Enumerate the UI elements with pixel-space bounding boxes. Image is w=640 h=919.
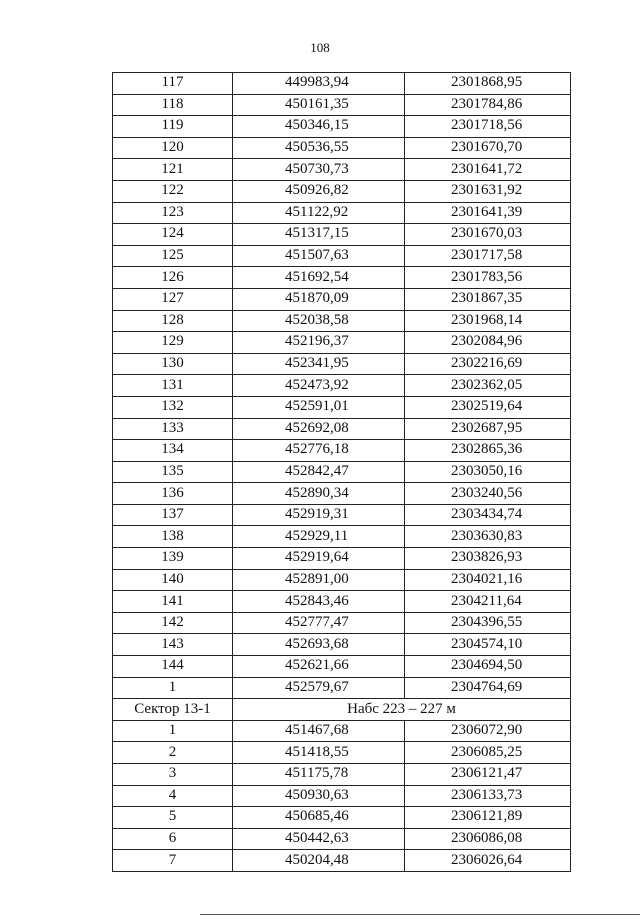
- point-number-cell: 132: [113, 396, 233, 418]
- x-coordinate-cell: 451870,09: [233, 288, 405, 310]
- table-row: [113, 245, 571, 267]
- sector-header-row: [113, 699, 571, 721]
- coordinates-rows-after-sector: [113, 720, 571, 871]
- x-coordinate-cell: 450730,73: [233, 159, 405, 181]
- x-coordinate-cell: 450204,48: [233, 850, 405, 872]
- point-number-cell: 137: [113, 504, 233, 526]
- table-row: [113, 526, 571, 548]
- table-row: [113, 807, 571, 829]
- point-number-cell: 3: [113, 764, 233, 786]
- y-coordinate-cell: 2301968,14: [405, 310, 571, 332]
- table-row: [113, 591, 571, 613]
- y-coordinate-cell: 2306086,08: [405, 828, 571, 850]
- x-coordinate-cell: 452692,08: [233, 418, 405, 440]
- y-coordinate-cell: 2304211,64: [405, 591, 571, 613]
- table-row: [113, 612, 571, 634]
- table-row: [113, 353, 571, 375]
- point-number-cell: 126: [113, 267, 233, 289]
- table-row: [113, 504, 571, 526]
- x-coordinate-cell: 452591,01: [233, 396, 405, 418]
- table-row: [113, 742, 571, 764]
- x-coordinate-cell: 451692,54: [233, 267, 405, 289]
- point-number-cell: 138: [113, 526, 233, 548]
- x-coordinate-cell: 450442,63: [233, 828, 405, 850]
- x-coordinate-cell: 451175,78: [233, 764, 405, 786]
- y-coordinate-cell: 2301718,56: [405, 116, 571, 138]
- y-coordinate-cell: 2302519,64: [405, 396, 571, 418]
- table-row: [113, 461, 571, 483]
- point-number-cell: 124: [113, 224, 233, 246]
- x-coordinate-cell: 452890,34: [233, 483, 405, 505]
- table-row: [113, 116, 571, 138]
- x-coordinate-cell: 452919,64: [233, 548, 405, 570]
- table-row: [113, 656, 571, 678]
- point-number-cell: 134: [113, 440, 233, 462]
- table-row: [113, 73, 571, 95]
- x-coordinate-cell: 452621,66: [233, 656, 405, 678]
- x-coordinate-cell: 451122,92: [233, 202, 405, 224]
- table-row: [113, 180, 571, 202]
- point-number-cell: 122: [113, 180, 233, 202]
- y-coordinate-cell: 2306121,47: [405, 764, 571, 786]
- point-number-cell: 143: [113, 634, 233, 656]
- x-coordinate-cell: 452579,67: [233, 677, 405, 699]
- x-coordinate-cell: 452891,00: [233, 569, 405, 591]
- point-number-cell: 123: [113, 202, 233, 224]
- coordinates-table: [112, 72, 571, 872]
- y-coordinate-cell: 2301717,58: [405, 245, 571, 267]
- table-row: [113, 396, 571, 418]
- point-number-cell: 125: [113, 245, 233, 267]
- table-row: [113, 764, 571, 786]
- point-number-cell: 119: [113, 116, 233, 138]
- table-row: [113, 375, 571, 397]
- y-coordinate-cell: 2303434,74: [405, 504, 571, 526]
- x-coordinate-cell: 452929,11: [233, 526, 405, 548]
- y-coordinate-cell: 2301631,92: [405, 180, 571, 202]
- x-coordinate-cell: 452776,18: [233, 440, 405, 462]
- point-number-cell: 4: [113, 785, 233, 807]
- point-number-cell: 129: [113, 332, 233, 354]
- y-coordinate-cell: 2303630,83: [405, 526, 571, 548]
- point-number-cell: 128: [113, 310, 233, 332]
- page-number: 108: [310, 40, 330, 55]
- y-coordinate-cell: 2306133,73: [405, 785, 571, 807]
- table-row: [113, 224, 571, 246]
- y-coordinate-cell: 2301867,35: [405, 288, 571, 310]
- y-coordinate-cell: 2301670,70: [405, 137, 571, 159]
- y-coordinate-cell: 2301784,86: [405, 94, 571, 116]
- x-coordinate-cell: 450346,15: [233, 116, 405, 138]
- table-row: [113, 159, 571, 181]
- point-number-cell: 136: [113, 483, 233, 505]
- x-coordinate-cell: 450930,63: [233, 785, 405, 807]
- table-row: [113, 828, 571, 850]
- point-number-cell: 117: [113, 73, 233, 95]
- point-number-cell: 142: [113, 612, 233, 634]
- x-coordinate-cell: 450926,82: [233, 180, 405, 202]
- table-row: [113, 785, 571, 807]
- table-row: [113, 137, 571, 159]
- x-coordinate-cell: 452473,92: [233, 375, 405, 397]
- y-coordinate-cell: 2302687,95: [405, 418, 571, 440]
- table-row: [113, 267, 571, 289]
- point-number-cell: 127: [113, 288, 233, 310]
- y-coordinate-cell: 2303826,93: [405, 548, 571, 570]
- x-coordinate-cell: 450685,46: [233, 807, 405, 829]
- y-coordinate-cell: 2303240,56: [405, 483, 571, 505]
- point-number-cell: 6: [113, 828, 233, 850]
- table-row: [113, 634, 571, 656]
- point-number-cell: 140: [113, 569, 233, 591]
- x-coordinate-cell: 452842,47: [233, 461, 405, 483]
- table-row: [113, 332, 571, 354]
- y-coordinate-cell: 2306026,64: [405, 850, 571, 872]
- x-coordinate-cell: 451418,55: [233, 742, 405, 764]
- x-coordinate-cell: 452777,47: [233, 612, 405, 634]
- point-number-cell: 118: [113, 94, 233, 116]
- table-row: [113, 720, 571, 742]
- table-row: [113, 850, 571, 872]
- y-coordinate-cell: 2303050,16: [405, 461, 571, 483]
- point-number-cell: 135: [113, 461, 233, 483]
- table-row: [113, 548, 571, 570]
- x-coordinate-cell: 449983,94: [233, 73, 405, 95]
- y-coordinate-cell: 2304694,50: [405, 656, 571, 678]
- y-coordinate-cell: 2302216,69: [405, 353, 571, 375]
- table-row: [113, 310, 571, 332]
- table-row: [113, 569, 571, 591]
- page-bottom-edge-line: [200, 914, 640, 915]
- y-coordinate-cell: 2302084,96: [405, 332, 571, 354]
- point-number-cell: 7: [113, 850, 233, 872]
- point-number-cell: 139: [113, 548, 233, 570]
- y-coordinate-cell: 2306121,89: [405, 807, 571, 829]
- table-row: [113, 94, 571, 116]
- y-coordinate-cell: 2304021,16: [405, 569, 571, 591]
- y-coordinate-cell: 2301641,72: [405, 159, 571, 181]
- point-number-cell: 1: [113, 677, 233, 699]
- y-coordinate-cell: 2302865,36: [405, 440, 571, 462]
- point-number-cell: 2: [113, 742, 233, 764]
- y-coordinate-cell: 2302362,05: [405, 375, 571, 397]
- point-number-cell: 1: [113, 720, 233, 742]
- table-row: [113, 677, 571, 699]
- sector-header-group: [113, 699, 571, 721]
- sector-depth-range: Набс 223 – 227 м: [233, 699, 571, 721]
- y-coordinate-cell: 2304396,55: [405, 612, 571, 634]
- x-coordinate-cell: 451507,63: [233, 245, 405, 267]
- y-coordinate-cell: 2301868,95: [405, 73, 571, 95]
- coordinates-rows-before-sector: [113, 73, 571, 699]
- point-number-cell: 5: [113, 807, 233, 829]
- y-coordinate-cell: 2306072,90: [405, 720, 571, 742]
- table-row: [113, 418, 571, 440]
- x-coordinate-cell: 452196,37: [233, 332, 405, 354]
- x-coordinate-cell: 452693,68: [233, 634, 405, 656]
- point-number-cell: 130: [113, 353, 233, 375]
- x-coordinate-cell: 450161,35: [233, 94, 405, 116]
- x-coordinate-cell: 451467,68: [233, 720, 405, 742]
- point-number-cell: 131: [113, 375, 233, 397]
- point-number-cell: 144: [113, 656, 233, 678]
- point-number-cell: 141: [113, 591, 233, 613]
- point-number-cell: 133: [113, 418, 233, 440]
- sector-label: Сектор 13-1: [113, 699, 233, 721]
- point-number-cell: 120: [113, 137, 233, 159]
- y-coordinate-cell: 2301783,56: [405, 267, 571, 289]
- table-row: [113, 288, 571, 310]
- table-row: [113, 202, 571, 224]
- y-coordinate-cell: 2306085,25: [405, 742, 571, 764]
- table-row: [113, 483, 571, 505]
- table-row: [113, 440, 571, 462]
- x-coordinate-cell: 452843,46: [233, 591, 405, 613]
- x-coordinate-cell: 452038,58: [233, 310, 405, 332]
- x-coordinate-cell: 452919,31: [233, 504, 405, 526]
- x-coordinate-cell: 452341,95: [233, 353, 405, 375]
- y-coordinate-cell: 2301670,03: [405, 224, 571, 246]
- y-coordinate-cell: 2304764,69: [405, 677, 571, 699]
- y-coordinate-cell: 2304574,10: [405, 634, 571, 656]
- x-coordinate-cell: 451317,15: [233, 224, 405, 246]
- point-number-cell: 121: [113, 159, 233, 181]
- x-coordinate-cell: 450536,55: [233, 137, 405, 159]
- y-coordinate-cell: 2301641,39: [405, 202, 571, 224]
